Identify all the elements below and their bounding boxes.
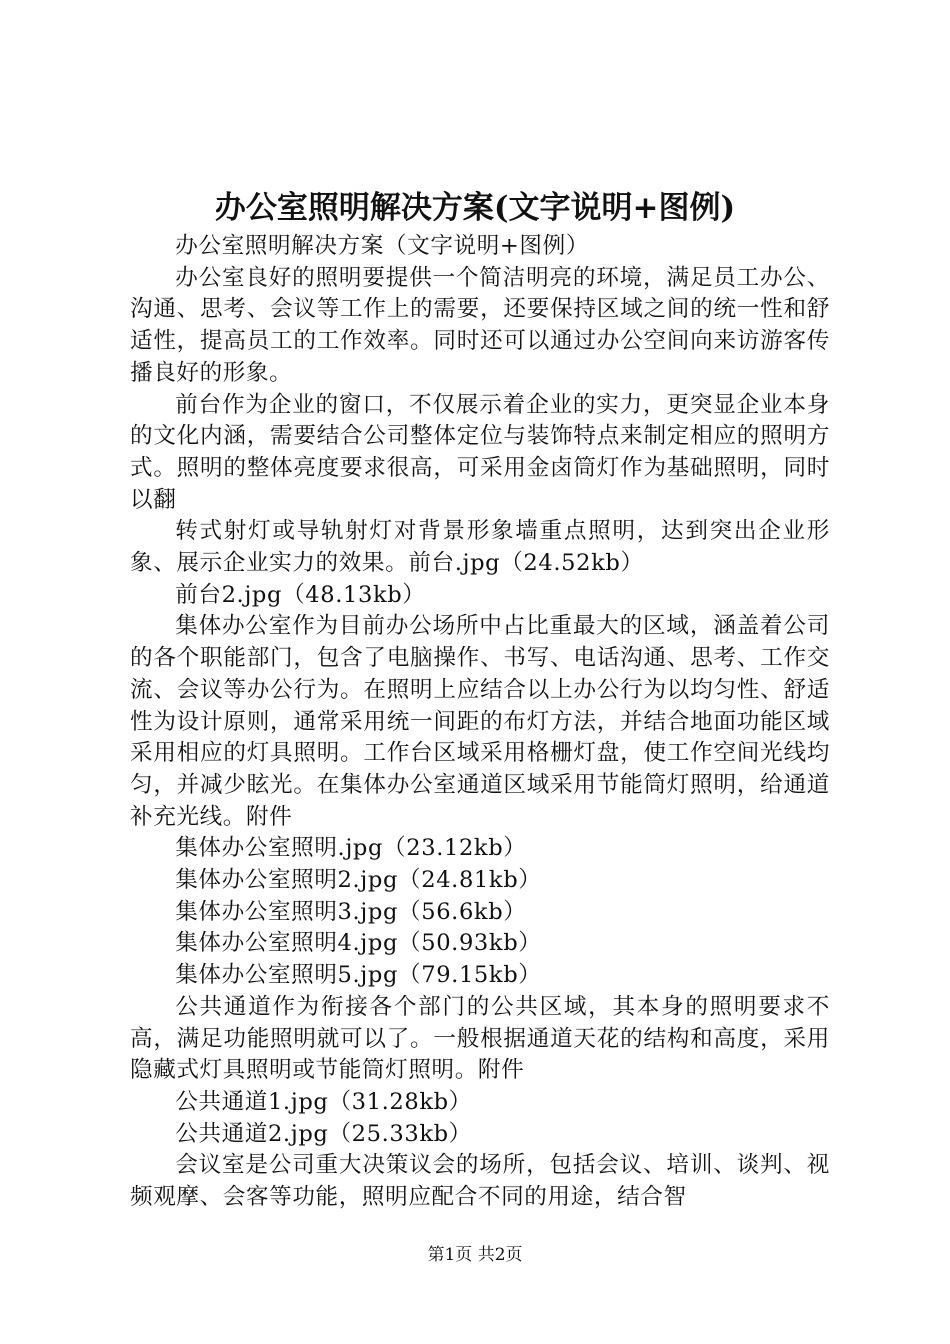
document-body [130, 231, 830, 1214]
attachment-item: 集体办公室照明.jpg（23.12kb） [175, 835, 527, 862]
document-title: 办公室照明解决方案(文字说明+图例) [214, 190, 736, 226]
paragraph-intro: 办公室良好的照明要提供一个简洁明亮的环境，满足员工办公、沟通、思考、会议等工作上的需要，还要保持区域之间的统一性和舒适性，提高员工的工作效率。同时还可以通过办公空间向来访游客传播良好的形象。 [130, 264, 830, 386]
paragraph-reception-continued: 转式射灯或导轨射灯对背景形象墙重点照明，达到突出企业形象、展示企业实力的效果。前台.jpg（24.52kb） [130, 518, 830, 577]
attachment-item: 集体办公室照明2.jpg（24.81kb） [175, 867, 542, 894]
page-footer: 第1页 共2页 [427, 1245, 523, 1265]
paragraph-open-office: 集体办公室作为目前办公场所中占比重最大的区域，涵盖着公司的各个职能部门，包含了电脑操作、书写、电话沟通、思考、工作交流、会议等办公行为。在照明上应结合以上办公行为以均匀性、舒适性为设计原则，通常采用统一间距的布灯方法，并结合地面功能区域采用相应的灯具照明。工作台区域采用格栅灯盘，使工作空间光线均匀，并减少眩光。在集体办公室通道区域采用节能筒灯照明，给通道补充光线。附件 [130, 613, 830, 830]
attachment-item: 公共通道2.jpg（25.33kb） [175, 1120, 472, 1147]
paragraph-reception: 前台作为企业的窗口，不仅展示着企业的实力，更突显企业本身的文化内涵，需要结合公司整体定位与装饰特点来制定相应的照明方式。照明的整体亮度要求很高，可采用金卤筒灯作为基础照明，同时以翻 [130, 391, 830, 513]
subtitle-line: 办公室照明解决方案（文字说明+图例） [175, 233, 590, 259]
attachment-item: 集体办公室照明5.jpg（79.15kb） [175, 962, 542, 989]
attachment-item: 前台2.jpg（48.13kb） [175, 581, 426, 608]
attachment-item: 集体办公室照明4.jpg（50.93kb） [175, 930, 542, 957]
paragraph-corridor: 公共通道作为衔接各个部门的公共区域，其本身的照明要求不高，满足功能照明就可以了。一般根据通道天花的结构和高度，采用隐藏式灯具照明或节能筒灯照明。附件 [130, 993, 830, 1084]
attachment-item: 公共通道1.jpg（31.28kb） [175, 1088, 472, 1115]
attachment-item: 集体办公室照明3.jpg（56.6kb） [175, 898, 527, 925]
paragraph-meeting-room: 会议室是公司重大决策议会的场所，包括会议、培训、谈判、视频观摩、会客等功能，照明应配合不同的用途，结合智 [130, 1152, 830, 1211]
